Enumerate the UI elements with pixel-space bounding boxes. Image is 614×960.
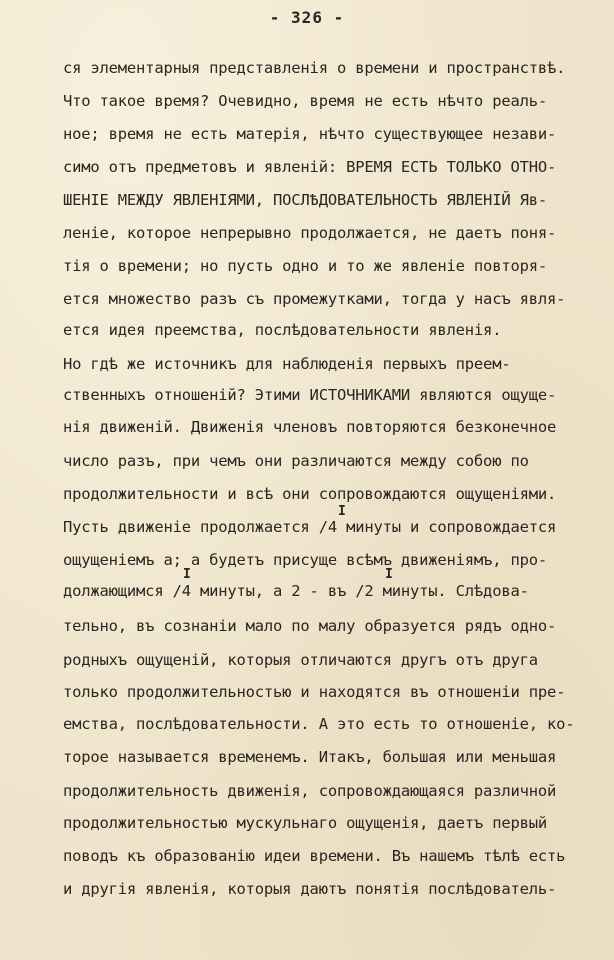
text-line: ся элементарныя представленія о времени и пространствѣ. — [63, 59, 566, 77]
page-number: - 326 - — [269, 8, 345, 27]
text-line: ощущеніемъ а; а будетъ присуще всѣмъ движеніямъ, про- — [63, 551, 547, 569]
text-line: должающимся /4 минуты, а 2 - въ /2 минуты. Слѣдова- — [63, 582, 529, 600]
fraction-numerator: I — [183, 567, 191, 582]
text-line: нія движеній. Движенія членовъ повторяются безконечное — [63, 418, 557, 436]
text-line: ется множество разъ съ промежутками, тогда у насъ явля- — [63, 290, 566, 308]
fraction-numerator: I — [385, 567, 393, 582]
text-line: ственныхъ отношеній? Этими ИСТОЧНИКАМИ являются ощуще- — [63, 386, 557, 404]
text-line: емства, послѣдовательности. А это есть то отношеніе, ко- — [63, 715, 575, 733]
text-line: торое называется временемъ. Итакъ, большая или меньшая — [63, 748, 557, 766]
text-line: ется идея преемства, послѣдовательности явленія. — [63, 321, 502, 339]
text-line: число разъ, при чемъ они различаются между собою по — [63, 452, 529, 470]
text-line: Но гдѣ же источникъ для наблюденія первыхъ преем- — [63, 355, 511, 373]
text-line: симо отъ предметовъ и явленій: ВРЕМЯ ЕСТЬ ТОЛЬКО ОТНО- — [63, 158, 557, 176]
text-line: Пусть движеніе продолжается /4 минуты и сопровождается — [63, 518, 557, 536]
text-line: ное; время не есть матерія, нѣчто существующее незави- — [63, 125, 557, 143]
text-line: ШЕНІЕ МЕЖДУ ЯВЛЕНІЯМИ, ПОСЛѢДОВАТЕЛЬНОСТЬ ЯВЛЕНІЙ Яв- — [63, 191, 547, 209]
text-line: только продолжительностью и находятся въ отношеніи пре- — [63, 683, 566, 701]
text-line: продолжительность движенія, сопровождающаяся различной — [63, 782, 557, 800]
text-line: продолжительностью мускульнаго ощущенія, даетъ первый — [63, 814, 547, 832]
text-line: родныхъ ощущеній, которыя отличаются другъ отъ друга — [63, 651, 538, 669]
text-line: леніе, которое непрерывно продолжается, не даетъ поня- — [63, 224, 557, 242]
text-line: тія о времени; но пусть одно и то же явленіе повторя- — [63, 257, 547, 275]
text-line: поводъ къ образованію идеи времени. Въ нашемъ тѣлѣ есть — [63, 847, 566, 865]
fraction-numerator: I — [338, 504, 346, 519]
text-line: продолжительности и всѣ они сопровождаются ощущеніями. — [63, 485, 557, 503]
text-line: тельно, въ сознаніи мало по малу образуется рядъ одно- — [63, 617, 557, 635]
text-line: Что такое время? Очевидно, время не есть нѣчто реаль- — [63, 92, 547, 110]
text-line: и другія явленія, которыя даютъ понятія послѣдователь- — [63, 880, 557, 898]
